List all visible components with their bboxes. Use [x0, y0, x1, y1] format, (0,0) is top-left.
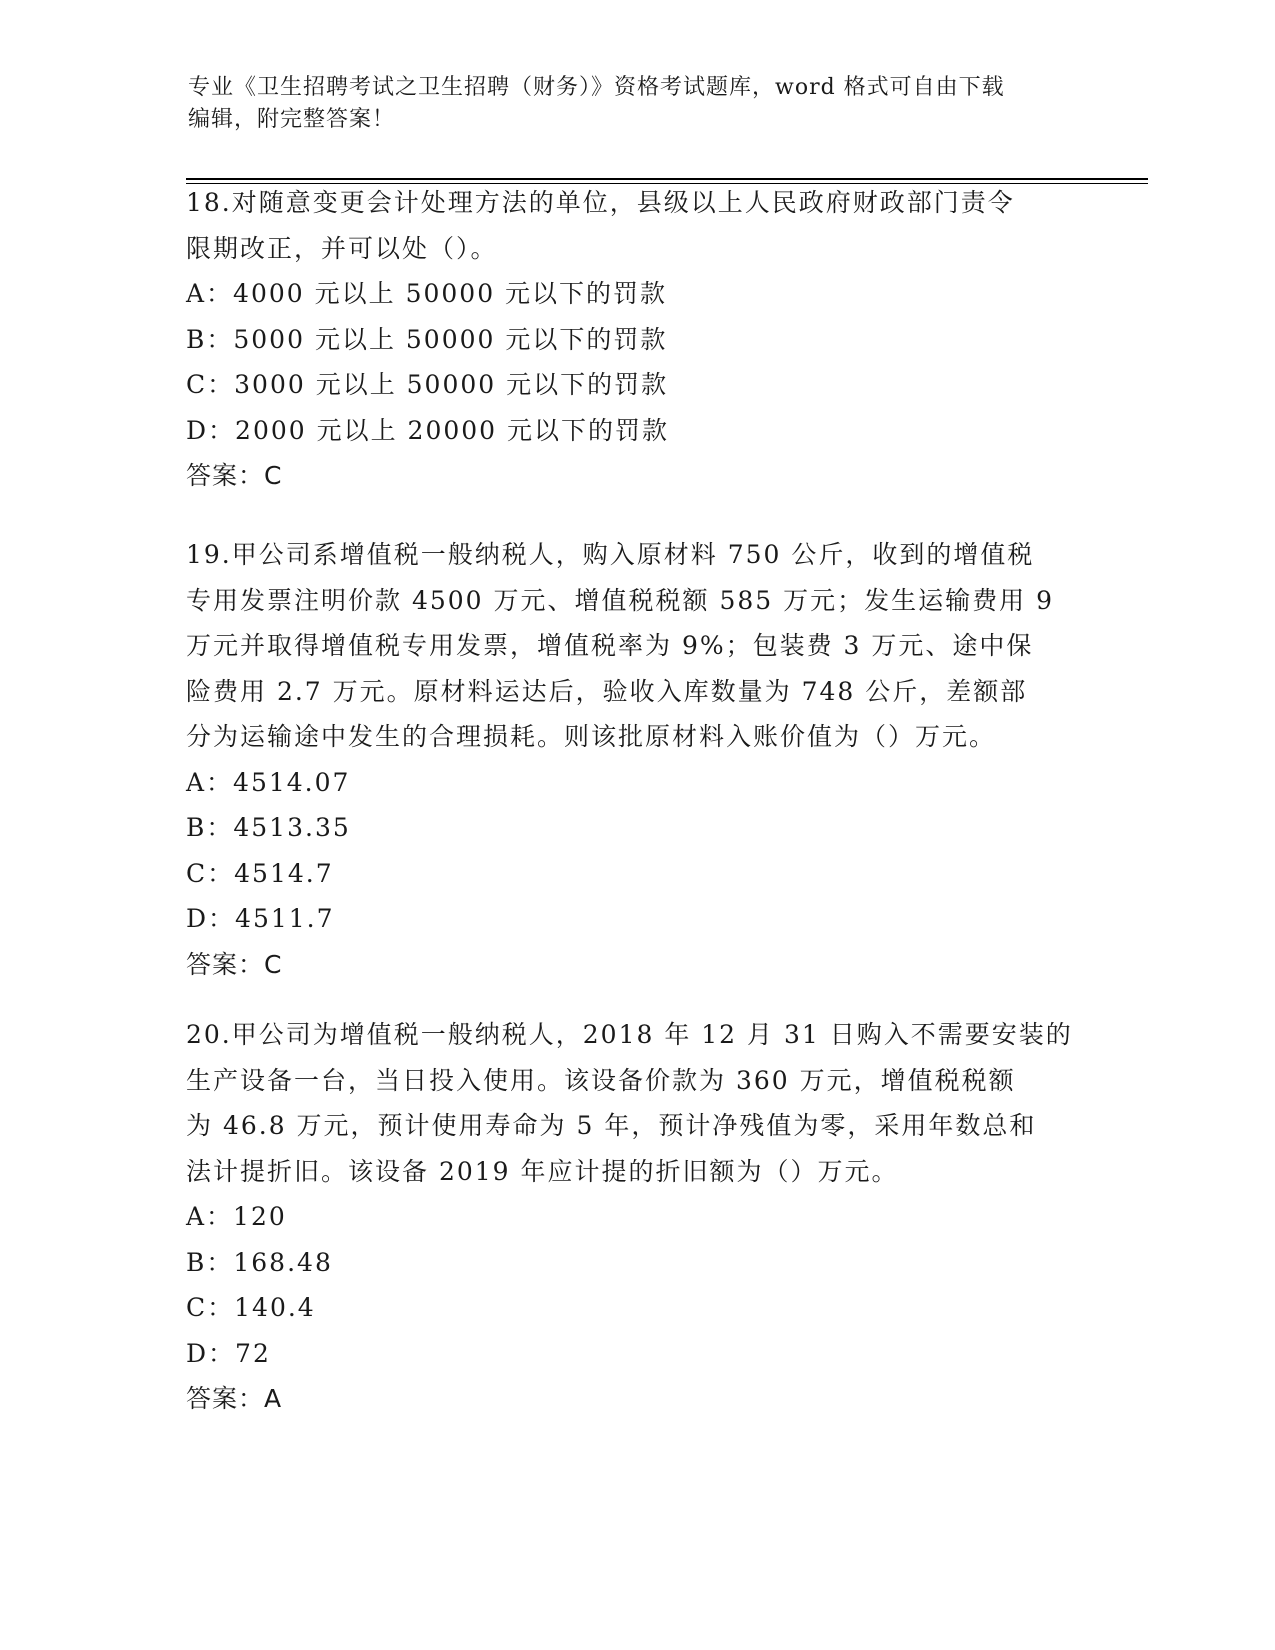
question-text-line: 险费用 2.7 万元。原材料运达后，验收入库数量为 748 公斤，差额部 [186, 676, 1028, 706]
question-text-line: 为 46.8 万元，预计使用寿命为 5 年，预计净残值为零，采用年数总和 [186, 1111, 1037, 1140]
answer-label: 答案：C [186, 949, 283, 979]
answer-label: 答案：A [186, 1384, 283, 1413]
question-text-line: 18.对随意变更会计处理方法的单位，县级以上人民政府财政部门责令 [186, 188, 1015, 217]
question-text-line: 19.甲公司系增值税一般纳税人，购入原材料 750 公斤，收到的增值税 [186, 540, 1035, 569]
header-line-2: 编辑，附完整答案！ [188, 107, 396, 132]
option-a: A：120 [186, 1202, 287, 1231]
option-a: A：4000 元以上 50000 元以下的罚款 [186, 279, 668, 308]
option-d: D：2000 元以上 20000 元以下的罚款 [186, 415, 670, 445]
option-d: D：72 [186, 1338, 271, 1368]
option-b: B：5000 元以上 50000 元以下的罚款 [186, 324, 668, 354]
option-b: B：4513.35 [186, 813, 351, 842]
document-header [188, 72, 1088, 136]
question-text-line: 20.甲公司为增值税一般纳税人，2018 年 12 月 31 日购入不需要安装的 [186, 1020, 1073, 1049]
option-a: A：4514.07 [186, 767, 351, 797]
option-c: C：140.4 [186, 1293, 316, 1322]
question-19 [186, 532, 1086, 987]
answer-label: 答案：C [186, 461, 283, 490]
question-text-line: 分为运输途中发生的合理损耗。则该批原材料入账价值为（）万元。 [186, 722, 997, 751]
question-18 [186, 180, 1086, 499]
header-line-1: 专业《卫生招聘考试之卫生招聘（财务）》资格考试题库，word 格式可自由下载 [188, 75, 1005, 100]
question-text-line: 万元并取得增值税专用发票，增值税率为 9%；包装费 3 万元、途中保 [186, 631, 1034, 660]
question-text-line: 生产设备一台，当日投入使用。该设备价款为 360 万元，增值税税额 [186, 1065, 1016, 1095]
question-text-line: 法计提折旧。该设备 2019 年应计提的折旧额为（）万元。 [186, 1156, 899, 1186]
question-20 [186, 1012, 1086, 1422]
option-d: D：4511.7 [186, 904, 335, 933]
option-b: B：168.48 [186, 1247, 333, 1277]
option-c: C：4514.7 [186, 858, 334, 888]
question-text-line: 专用发票注明价款 4500 万元、增值税税额 585 万元；发生运输费用 9 [186, 585, 1054, 615]
option-c: C：3000 元以上 50000 元以下的罚款 [186, 370, 669, 399]
question-text-line: 限期改正，并可以处（）。 [186, 233, 498, 263]
